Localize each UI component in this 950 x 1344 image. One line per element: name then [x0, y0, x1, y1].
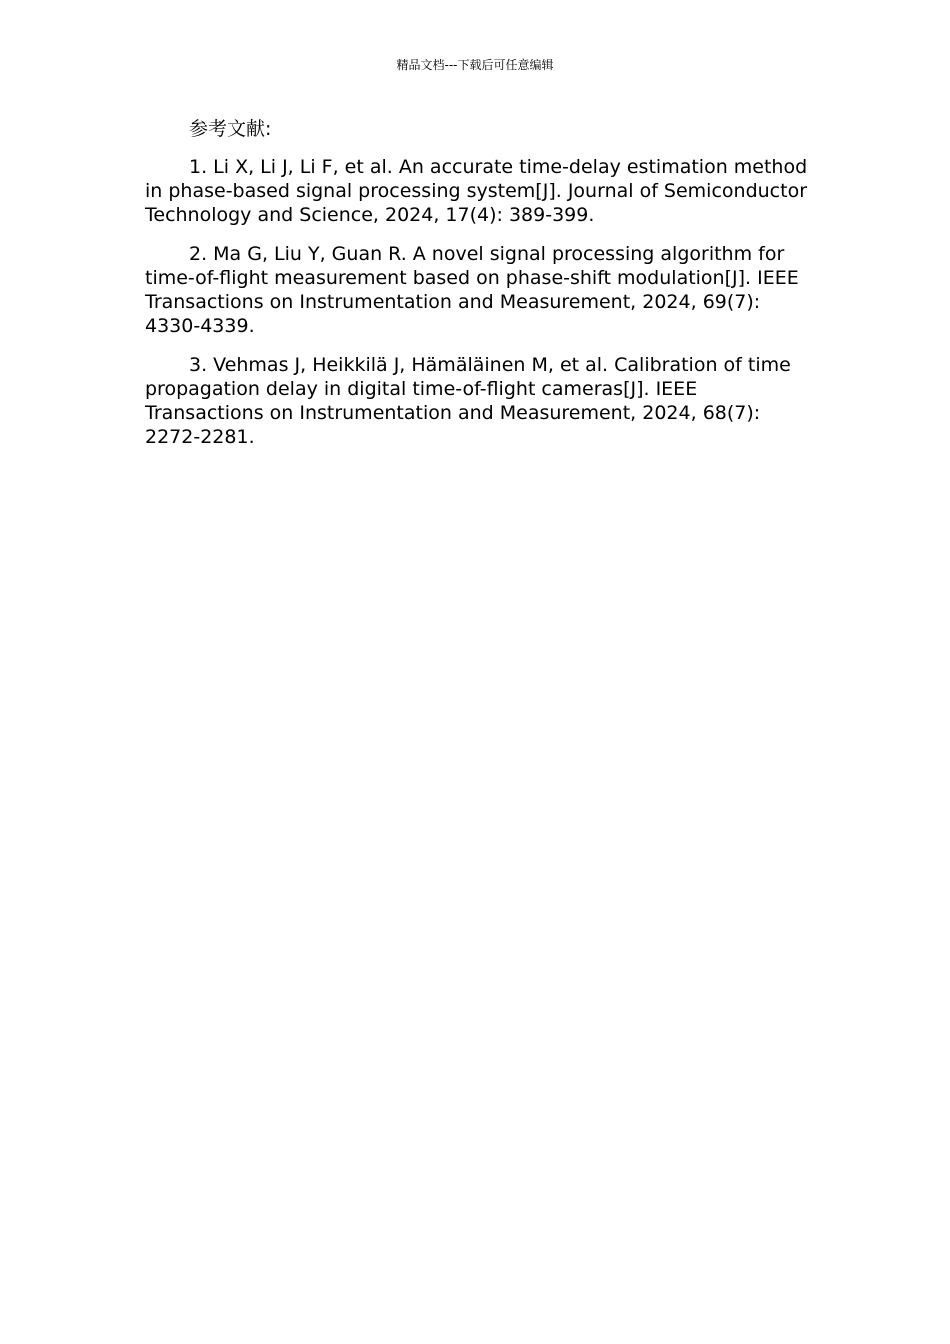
references-section — [145, 116, 810, 464]
reference-item-2: 2. Ma G, Liu Y, Guan R. A novel signal processing algorithm for time-of-flight measurement based on phase-shift modulation[J]. IEEE Transactions on Instrumentation and Measurement, 2024, 69(7): 4330-4339. — [145, 243, 799, 337]
page-header: 精品文档---下载后可任意编辑 — [396, 58, 554, 72]
reference-item-3: 3. Vehmas J, Heikkilä J, Hämäläinen M, et al. Calibration of time propagation delay in digital time-of-flight cameras[J]. IEEE Transactions on Instrumentation and Measurement, 2024, 68(7): 2272-2281. — [145, 354, 791, 448]
reference-item-1: 1. Li X, Li J, Li F, et al. An accurate time-delay estimation method in phase-based signal processing system[J]. Journal of Semiconductor Technology and Science, 2024, 17(4): 389-399. — [145, 156, 808, 226]
references-title: 参考文献: — [189, 118, 272, 140]
